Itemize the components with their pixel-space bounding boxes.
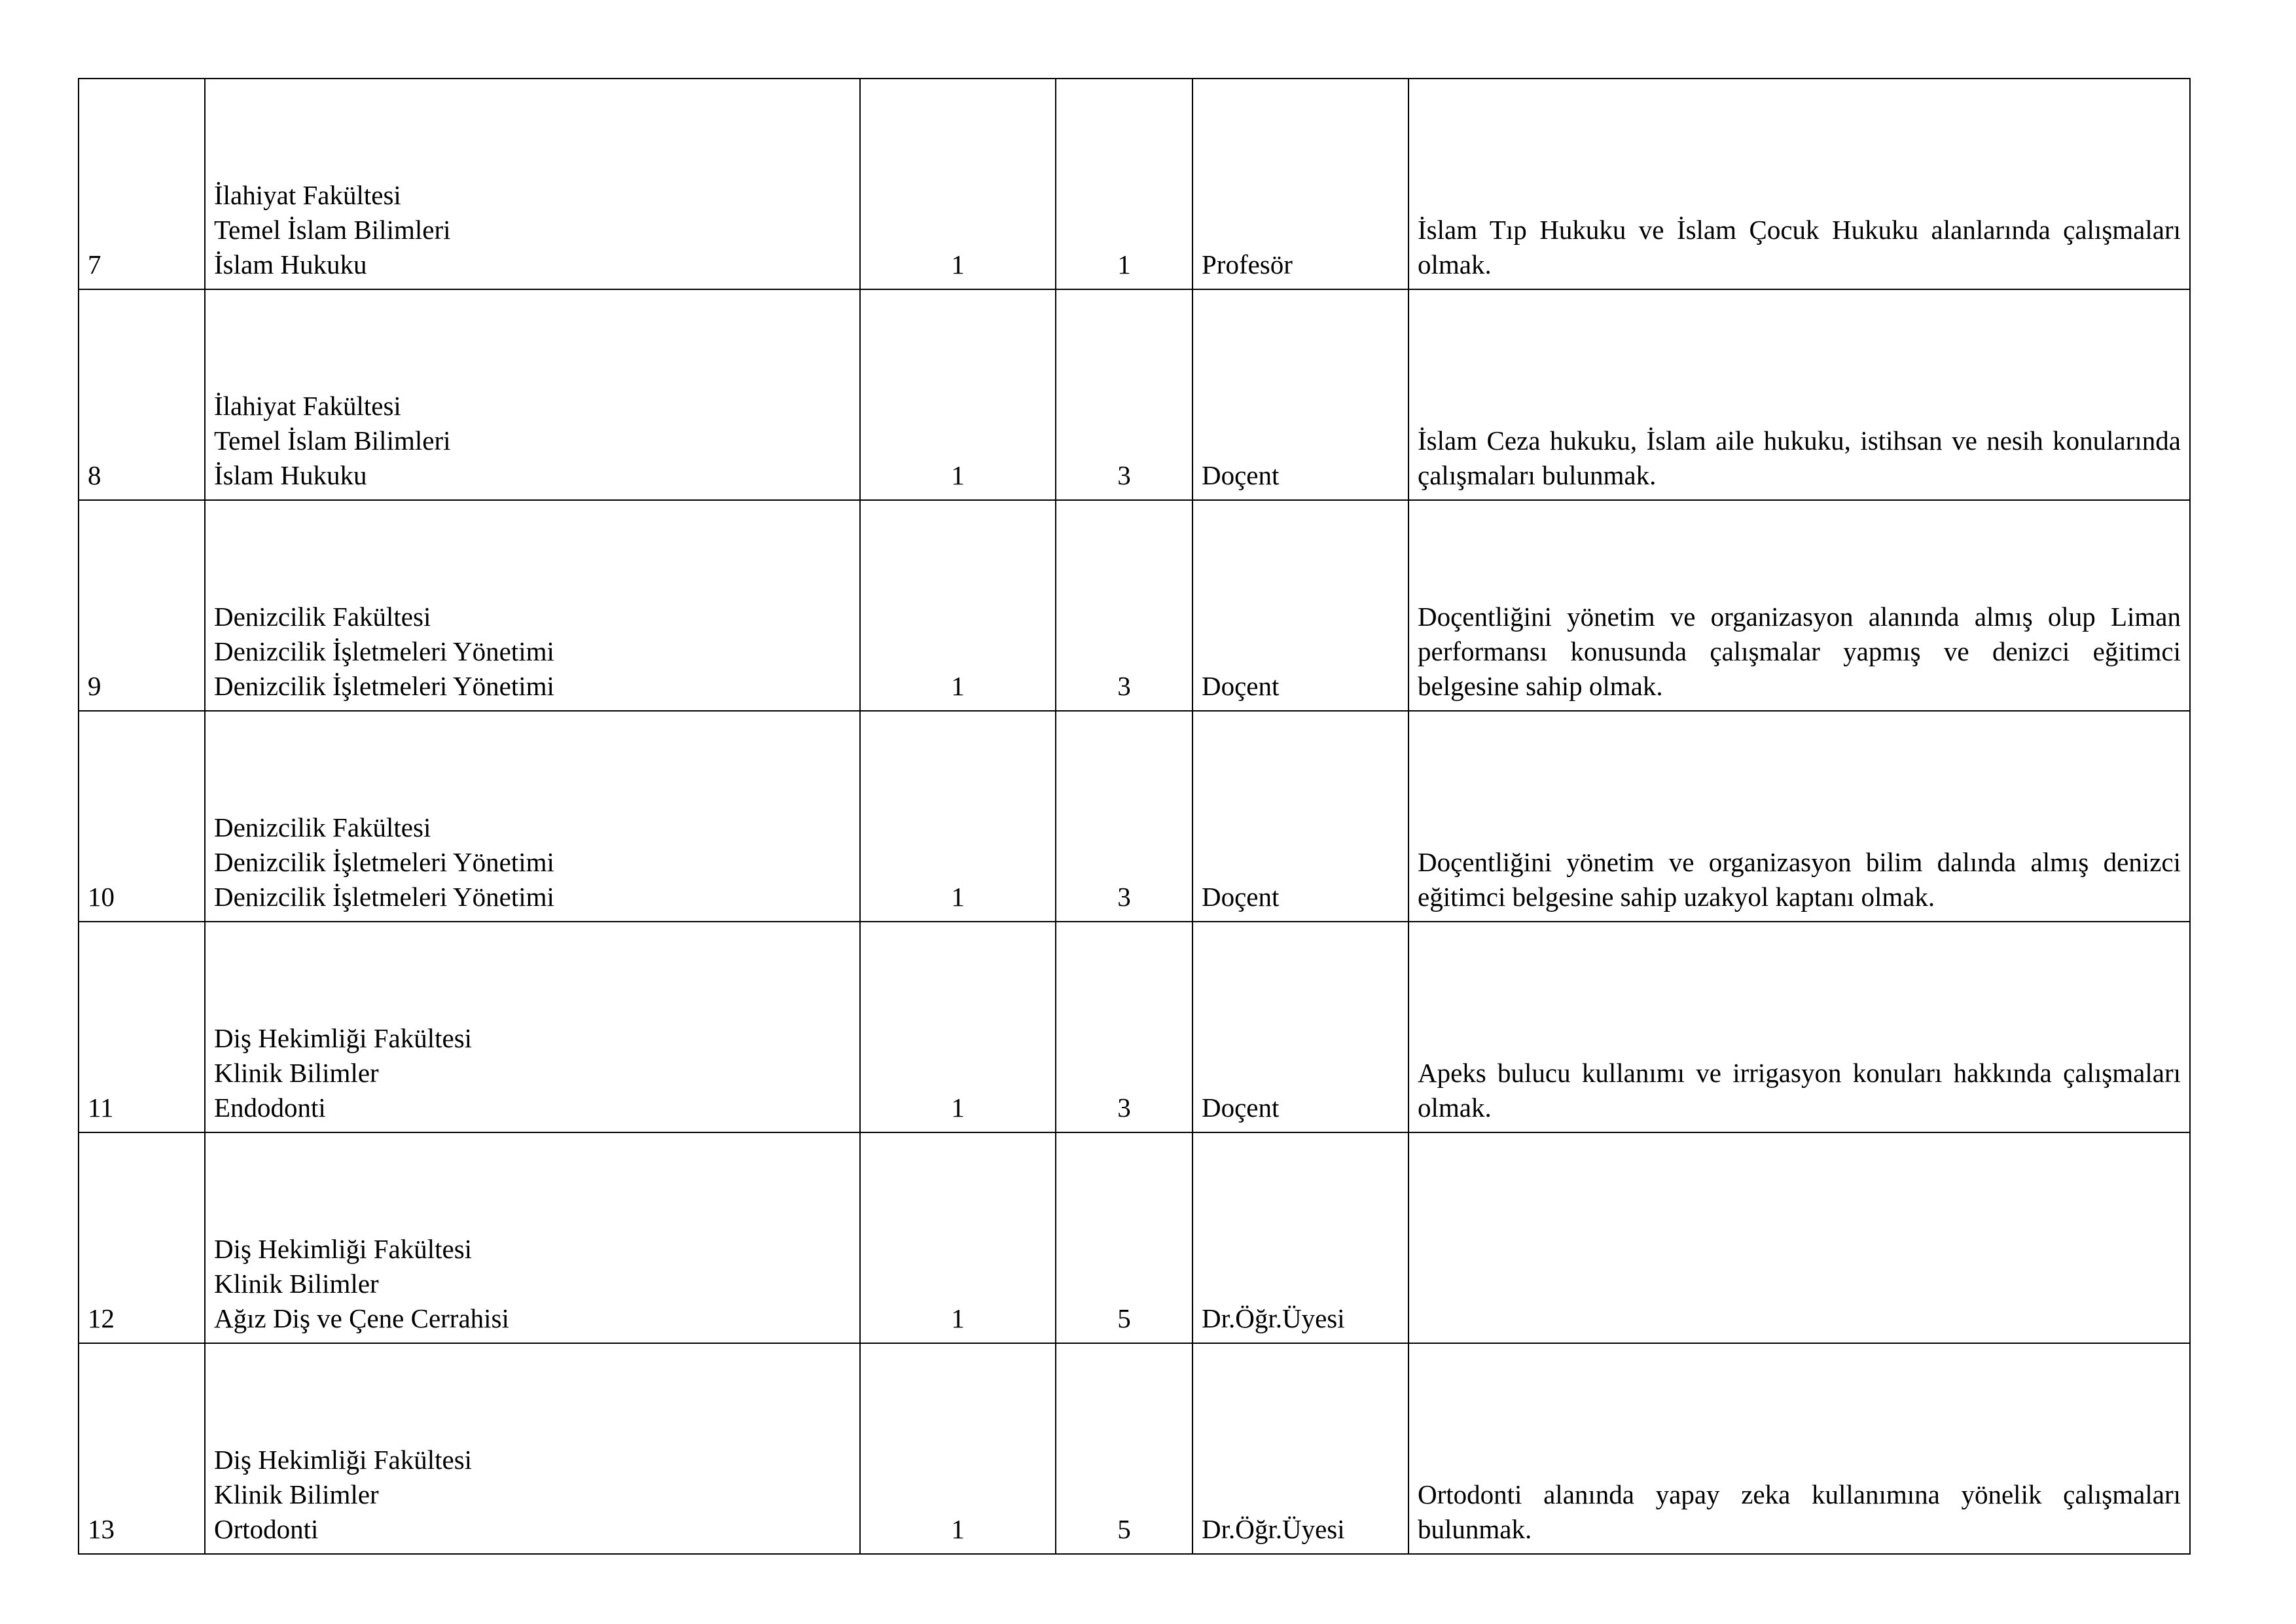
academic-title: Dr.Öğr.Üyesi — [1193, 1343, 1408, 1554]
table-row — [79, 1343, 2190, 1554]
position-count: 1 — [860, 711, 1056, 922]
division-name: İslam Hukuku — [214, 460, 367, 490]
academic-title: Doçent — [1193, 289, 1408, 500]
faculty-name: Denizcilik Fakültesi — [214, 812, 431, 842]
academic-title: Doçent — [1193, 711, 1408, 922]
department-name: Klinik Bilimler — [214, 1479, 379, 1509]
division-name: Ağız Diş ve Çene Cerrahisi — [214, 1303, 509, 1333]
position-requirements: Apeks bulucu kullanımı ve irrigasyon konuları hakkında çalışmaları olmak. — [1408, 922, 2190, 1132]
position-degree: 3 — [1056, 500, 1193, 711]
position-requirements — [1408, 1132, 2190, 1343]
position-degree: 3 — [1056, 289, 1193, 500]
position-degree: 3 — [1056, 711, 1193, 922]
row-number: 11 — [79, 922, 205, 1132]
position-count: 1 — [860, 922, 1056, 1132]
table-row — [79, 289, 2190, 500]
table-row — [79, 79, 2190, 289]
department-name: Temel İslam Bilimleri — [214, 425, 451, 456]
table-row — [79, 1132, 2190, 1343]
division-name: Denizcilik İşletmeleri Yönetimi — [214, 882, 554, 912]
faculty-name: Diş Hekimliği Fakültesi — [214, 1023, 473, 1053]
department-name: Temel İslam Bilimleri — [214, 215, 451, 245]
table-body — [79, 79, 2190, 1554]
faculty-name: Diş Hekimliği Fakültesi — [214, 1234, 473, 1264]
academic-title: Profesör — [1193, 79, 1408, 289]
faculty-name: Diş Hekimliği Fakültesi — [214, 1445, 473, 1475]
position-count: 1 — [860, 79, 1056, 289]
unit-cell — [205, 922, 860, 1132]
department-name: Klinik Bilimler — [214, 1058, 379, 1088]
unit-cell — [205, 711, 860, 922]
department-name: Denizcilik İşletmeleri Yönetimi — [214, 847, 554, 877]
position-degree: 3 — [1056, 922, 1193, 1132]
table-row — [79, 922, 2190, 1132]
unit-cell — [205, 289, 860, 500]
unit-cell — [205, 500, 860, 711]
position-count: 1 — [860, 289, 1056, 500]
row-number: 8 — [79, 289, 205, 500]
position-requirements: İslam Ceza hukuku, İslam aile hukuku, istihsan ve nesih konularında çalışmaları bulunmak. — [1408, 289, 2190, 500]
position-requirements: Ortodonti alanında yapay zeka kullanımına yönelik çalışmaları bulunmak. — [1408, 1343, 2190, 1554]
academic-title: Doçent — [1193, 922, 1408, 1132]
position-requirements: Doçentliğini yönetim ve organizasyon alanında almış olup Liman performansı konusunda çalışmalar yapmış ve denizci eğitimci belgesine sahip olmak. — [1408, 500, 2190, 711]
table-row — [79, 500, 2190, 711]
staff-position-table — [78, 78, 2191, 1555]
division-name: Ortodonti — [214, 1514, 319, 1544]
unit-cell — [205, 79, 860, 289]
position-degree: 5 — [1056, 1132, 1193, 1343]
division-name: İslam Hukuku — [214, 249, 367, 280]
position-requirements: Doçentliğini yönetim ve organizasyon bilim dalında almış denizci eğitimci belgesine sahip uzakyol kaptanı olmak. — [1408, 711, 2190, 922]
position-degree: 5 — [1056, 1343, 1193, 1554]
division-name: Endodonti — [214, 1092, 326, 1123]
department-name: Klinik Bilimler — [214, 1269, 379, 1299]
row-number: 9 — [79, 500, 205, 711]
row-number: 13 — [79, 1343, 205, 1554]
academic-title: Doçent — [1193, 500, 1408, 711]
division-name: Denizcilik İşletmeleri Yönetimi — [214, 671, 554, 701]
faculty-name: İlahiyat Fakültesi — [214, 391, 401, 421]
department-name: Denizcilik İşletmeleri Yönetimi — [214, 636, 554, 666]
faculty-name: İlahiyat Fakültesi — [214, 180, 401, 210]
position-count: 1 — [860, 1343, 1056, 1554]
position-requirements: İslam Tıp Hukuku ve İslam Çocuk Hukuku alanlarında çalışmaları olmak. — [1408, 79, 2190, 289]
position-degree: 1 — [1056, 79, 1193, 289]
position-count: 1 — [860, 500, 1056, 711]
unit-cell — [205, 1343, 860, 1554]
table-row — [79, 711, 2190, 922]
faculty-name: Denizcilik Fakültesi — [214, 602, 431, 632]
row-number: 10 — [79, 711, 205, 922]
unit-cell — [205, 1132, 860, 1343]
row-number: 12 — [79, 1132, 205, 1343]
row-number: 7 — [79, 79, 205, 289]
academic-title: Dr.Öğr.Üyesi — [1193, 1132, 1408, 1343]
position-count: 1 — [860, 1132, 1056, 1343]
